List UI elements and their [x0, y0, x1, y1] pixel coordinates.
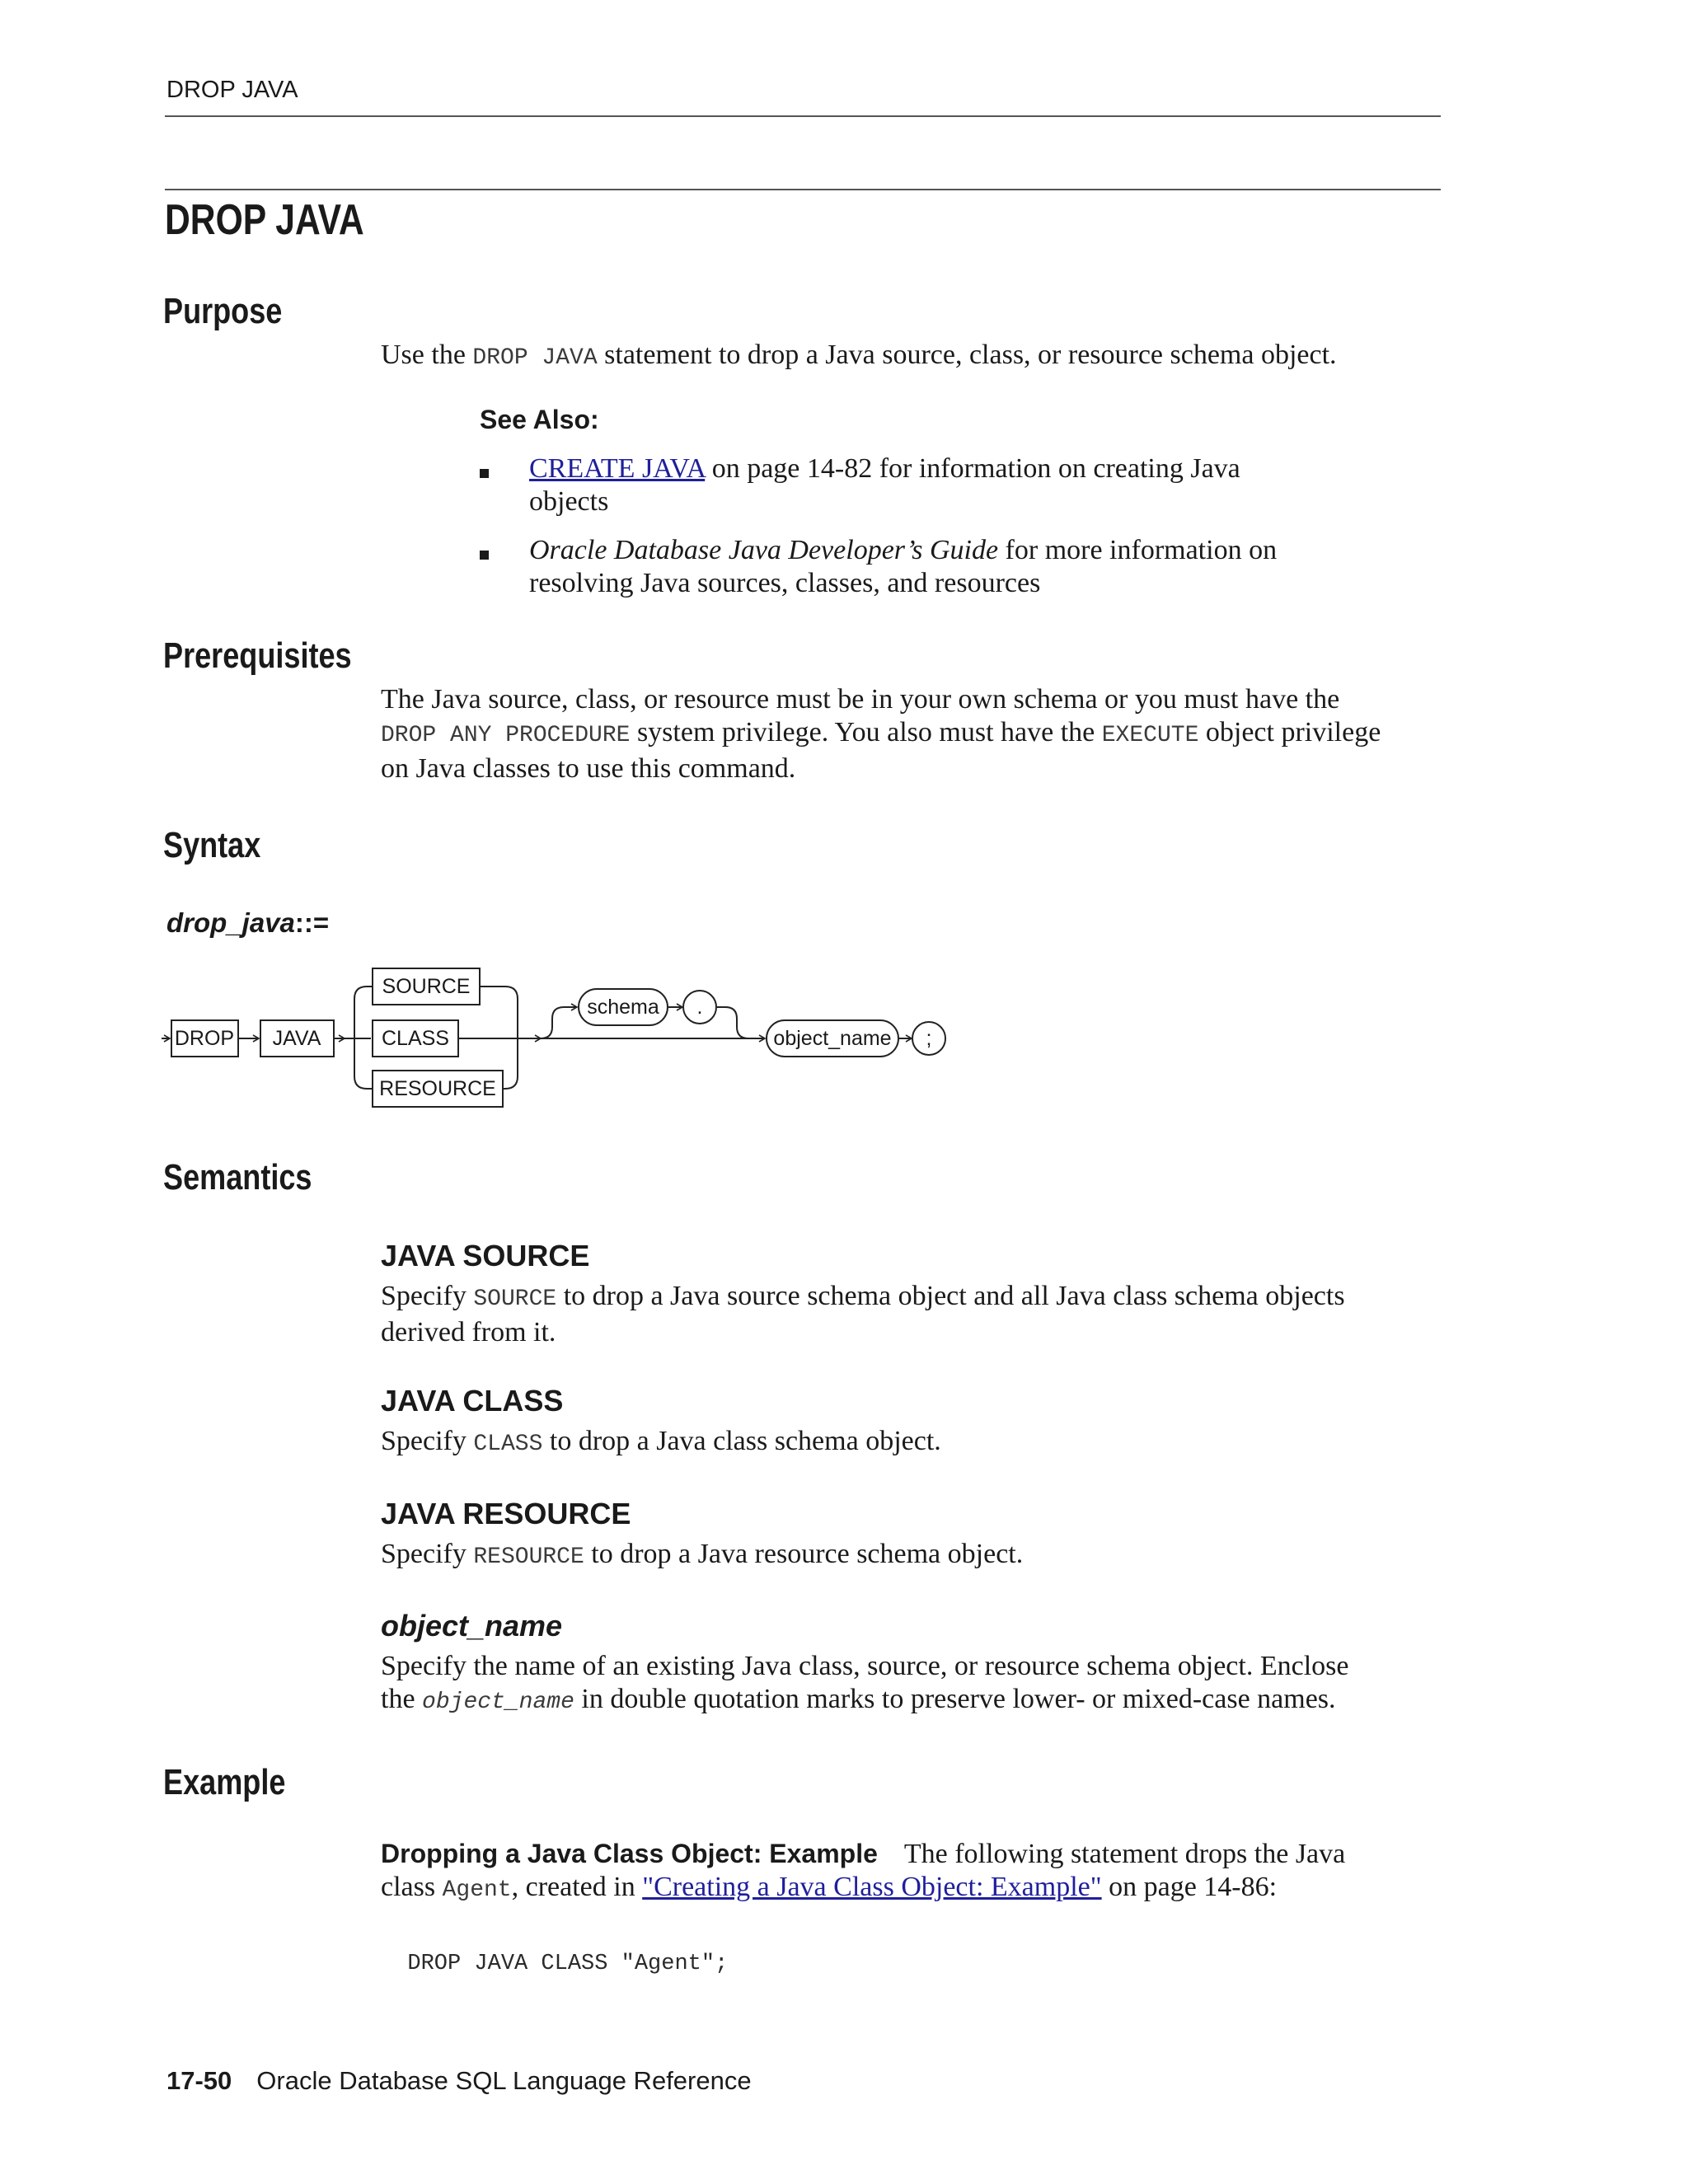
purpose-text: Use the DROP JAVA statement to drop a Java source, class, or resource schema object. [381, 340, 1337, 371]
see-also-item: CREATE JAVA on page 14-82 for information on creating Java objects [529, 453, 1240, 517]
rr-object-name: object_name [773, 1027, 892, 1050]
rr-dot: . [696, 996, 703, 1019]
code-drop-any-procedure: DROP ANY PROCEDURE [381, 723, 631, 748]
example-text: Dropping a Java Class Object: Example The following statement drops the Java class Agent, created in "Creating a Java Class Object: Example" on page 14-86: [381, 1839, 1346, 1903]
purpose-heading: Purpose [163, 291, 283, 331]
code-agent: Agent [442, 1877, 512, 1903]
code-object-name: object_name [422, 1690, 574, 1715]
syntax-diagram [157, 956, 964, 1121]
creating-java-class-example-link[interactable]: "Creating a Java Class Object: Example" [642, 1872, 1102, 1902]
rr-resource: RESOURCE [379, 1077, 496, 1100]
example-code-block: DROP JAVA CLASS "Agent"; [407, 1952, 729, 1976]
diagram-label: drop_java::= [166, 907, 330, 938]
running-header [166, 76, 298, 104]
code-class: CLASS [473, 1432, 543, 1457]
prerequisites-heading: Prerequisites [163, 635, 352, 676]
code-execute: EXECUTE [1101, 723, 1199, 748]
code-resource: RESOURCE [473, 1544, 584, 1570]
java-source-heading: JAVA SOURCE [381, 1239, 590, 1272]
syntax-heading: Syntax [163, 825, 261, 865]
java-class-text: Specify CLASS to drop a Java class schema object. [381, 1426, 941, 1457]
rr-schema: schema [587, 996, 659, 1019]
rr-drop: DROP [174, 1027, 235, 1050]
page-footer [166, 2065, 752, 2097]
prerequisites-text: The Java source, class, or resource must be in your own schema or you must have the DROP ANY PROCEDURE system privilege. You also must have the EXECUTE object privilege on Java classes to use this command. [381, 684, 1381, 784]
create-java-link[interactable]: CREATE JAVA [529, 453, 706, 484]
see-also-item: Oracle Database Java Developer’s Guide for more information on resolving Java sources, classes, and resources [529, 535, 1278, 598]
example-heading: Example [163, 1762, 286, 1802]
java-resource-text: Specify RESOURCE to drop a Java resource schema object. [381, 1539, 1024, 1570]
page-title-text: DROP JAVA [165, 196, 364, 244]
title-rule [165, 189, 1441, 190]
java-source-text: Specify SOURCE to drop a Java source schema object and all Java class schema objects derived from it. [381, 1281, 1345, 1347]
java-class-heading: JAVA CLASS [381, 1384, 564, 1418]
guide-title: Oracle Database Java Developer’s Guide [529, 535, 999, 565]
rr-java: JAVA [272, 1027, 321, 1050]
book-title: Oracle Database SQL Language Reference [256, 2066, 752, 2095]
bullet-marker [480, 551, 489, 560]
page-title [165, 194, 408, 246]
rr-source: SOURCE [382, 975, 471, 998]
rr-semicolon: ; [926, 1027, 932, 1050]
page-number: 17-50 [166, 2066, 232, 2095]
header-rule [165, 115, 1441, 117]
code-source: SOURCE [473, 1286, 557, 1312]
object-name-text: Specify the name of an existing Java class, source, or resource schema object. Enclose the object_name in double quotation marks to preserve lower- or mixed-case names. [381, 1651, 1349, 1715]
object-name-heading: object_name [381, 1609, 563, 1643]
bullet-marker [480, 469, 489, 478]
semantics-heading: Semantics [163, 1157, 312, 1197]
rr-class: CLASS [382, 1027, 449, 1050]
example-run-in-heading: Dropping a Java Class Object: Example [381, 1839, 878, 1868]
code-drop-java: DROP JAVA [472, 345, 598, 371]
see-also-heading: See Also: [480, 405, 599, 434]
java-resource-heading: JAVA RESOURCE [381, 1497, 631, 1530]
running-header-text: DROP JAVA [166, 77, 298, 103]
